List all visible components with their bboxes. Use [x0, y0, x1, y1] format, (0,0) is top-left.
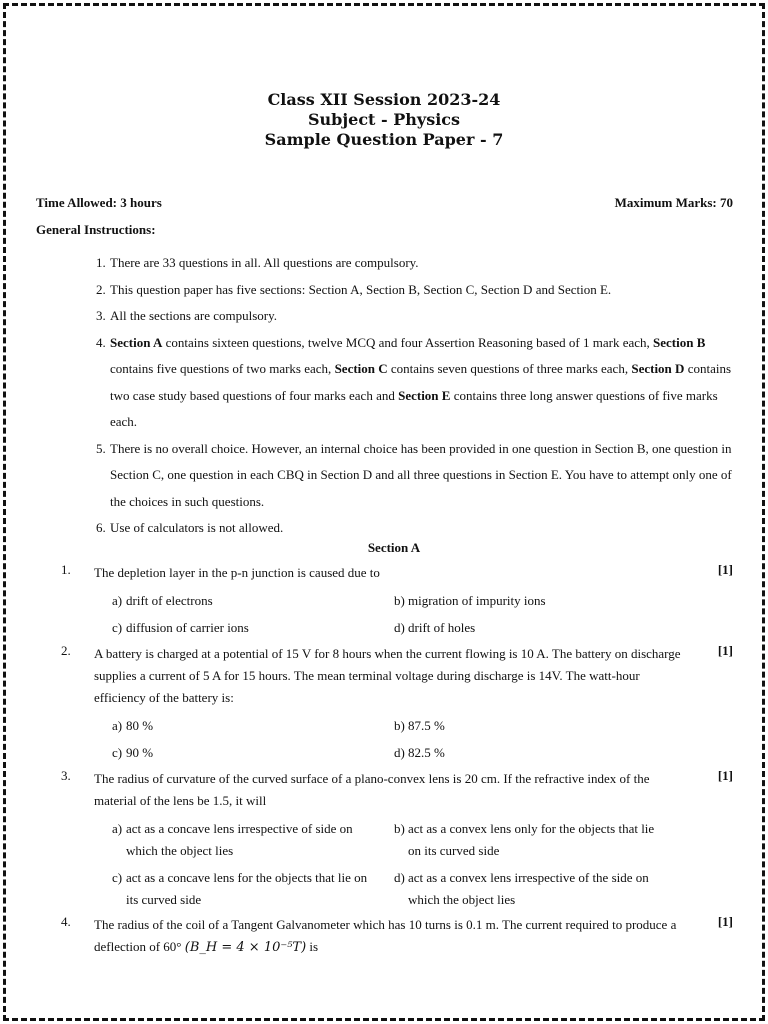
option-text: act as a convex lens only for the objects that lie on its curved side — [408, 821, 655, 858]
option-text: drift of electrons — [126, 593, 213, 608]
time-allowed: Time Allowed: 3 hours — [36, 195, 162, 210]
instruction-item — [96, 303, 733, 330]
option-label: b) — [394, 821, 405, 836]
option-label: b) — [394, 593, 405, 608]
subject-title: Subject - Physics — [307, 110, 461, 129]
instruction-number: 5. — [96, 440, 106, 456]
instruction-item — [96, 436, 733, 516]
question-marks: [1] — [717, 643, 733, 658]
option-text: act as a concave lens irrespective of side on which the object lies — [126, 821, 353, 858]
instruction-item — [96, 277, 733, 304]
option-label: d) — [394, 870, 405, 885]
question-text: A battery is charged at a potential of 15 V for 8 hours when the current flowing is 10 A. The battery on discharge supplies a current of 5 A for 15 hours. The mean terminal voltage during discharge is 14V. The watt-hour efficiency of the battery is: — [94, 646, 681, 705]
instruction-number: 1. — [96, 255, 106, 270]
question-number: 4. — [61, 914, 71, 929]
option-text: diffusion of carrier ions — [126, 620, 249, 635]
option-label: d) — [394, 620, 405, 635]
instruction-number: 6. — [96, 520, 106, 535]
paper-header — [0, 90, 768, 150]
class-session-title: Class XII Session 2023-24 — [267, 90, 501, 109]
option-text: 90 % — [126, 745, 154, 760]
option-b[interactable] — [394, 818, 662, 862]
option-label: c) — [112, 870, 123, 885]
question-number: 2. — [61, 643, 71, 658]
instruction-number: 4. — [96, 334, 106, 350]
option-d[interactable] — [394, 867, 662, 911]
question-3 — [36, 768, 733, 812]
option-b[interactable] — [394, 590, 664, 612]
option-a[interactable] — [112, 818, 377, 862]
option-text: 87.5 % — [408, 718, 445, 733]
question-number: 3. — [61, 768, 71, 783]
option-a[interactable] — [112, 590, 382, 612]
maximum-marks: Maximum Marks: 70 — [614, 195, 733, 210]
question-number: 1. — [61, 562, 71, 577]
instruction-text: There is no overall choice. However, an internal choice has been provided in one question in Section B, one question in Section C, one question in each CBQ in Section D and all three questions in Section E. You have to attempt only one of the choices in such questions. — [110, 440, 732, 509]
instruction-text: All the sections are compulsory. — [110, 308, 278, 323]
instruction-number: 3. — [96, 308, 106, 323]
option-text: act as a concave lens for the objects that lie on its curved side — [126, 870, 368, 907]
instruction-item — [96, 250, 733, 277]
instruction-text: Use of calculators is not allowed. — [110, 520, 284, 535]
question-text: The radius of curvature of the curved surface of a plano-convex lens is 20 cm. If the refractive index of the material of the lens be 1.5, it will — [94, 771, 650, 808]
option-text: drift of holes — [408, 620, 476, 635]
option-d[interactable] — [394, 617, 664, 639]
paper-title: Sample Question Paper - 7 — [264, 130, 504, 149]
question-text — [94, 914, 693, 959]
option-label: a) — [112, 593, 123, 608]
question-2 — [36, 643, 733, 709]
option-text: migration of impurity ions — [408, 593, 546, 608]
option-label: d) — [394, 745, 405, 760]
option-c[interactable] — [112, 742, 382, 764]
question-text-end: is — [309, 939, 319, 954]
question-marks: [1] — [717, 768, 733, 783]
instruction-text: There are 33 questions in all. All questions are compulsory. — [110, 255, 419, 270]
option-a[interactable] — [112, 715, 382, 737]
question-text-main: The radius of the coil of a Tangent Galvanometer which has 10 turns is 0.1 m. The current required to produce a deflection of 60° — [94, 917, 677, 954]
option-text: 82.5 % — [408, 745, 445, 760]
option-label: c) — [112, 620, 123, 635]
option-text: act as a convex lens irrespective of the side on which the object lies — [408, 870, 649, 907]
instructions-list — [96, 250, 733, 542]
instruction-item — [96, 330, 733, 436]
question-marks: [1] — [717, 562, 733, 577]
instruction-text: This question paper has five sections: Section A, Section B, Section C, Section D and Section E. — [110, 281, 612, 297]
option-label: a) — [112, 718, 123, 733]
question-marks: [1] — [717, 914, 733, 929]
instruction-text: Section A contains sixteen questions, twelve MCQ and four Assertion Reasoning based of 1 mark each, Section B contains five questions of two marks each, Section C contains seven questions of three marks each, Section D contains two case study based questions of four marks each and Section E contains three long answer questions of five marks each. — [110, 334, 732, 429]
question-text: The depletion layer in the p-n junction is caused due to — [94, 565, 380, 580]
question-4 — [36, 914, 733, 959]
option-label: b) — [394, 718, 405, 733]
formula: (B_H = 4 × 10⁻⁵T) — [184, 940, 307, 955]
general-instructions-heading: General Instructions: — [36, 222, 156, 237]
section-a-heading: Section A — [367, 540, 421, 555]
option-d[interactable] — [394, 742, 664, 764]
option-label: a) — [112, 821, 123, 836]
instruction-number: 2. — [96, 281, 106, 297]
option-text: 80 % — [126, 718, 154, 733]
instruction-item — [96, 515, 733, 542]
question-1 — [36, 562, 733, 584]
option-label: c) — [112, 745, 123, 760]
option-b[interactable] — [394, 715, 664, 737]
paper-meta — [36, 195, 733, 211]
option-c[interactable] — [112, 867, 377, 911]
option-c[interactable] — [112, 617, 382, 639]
